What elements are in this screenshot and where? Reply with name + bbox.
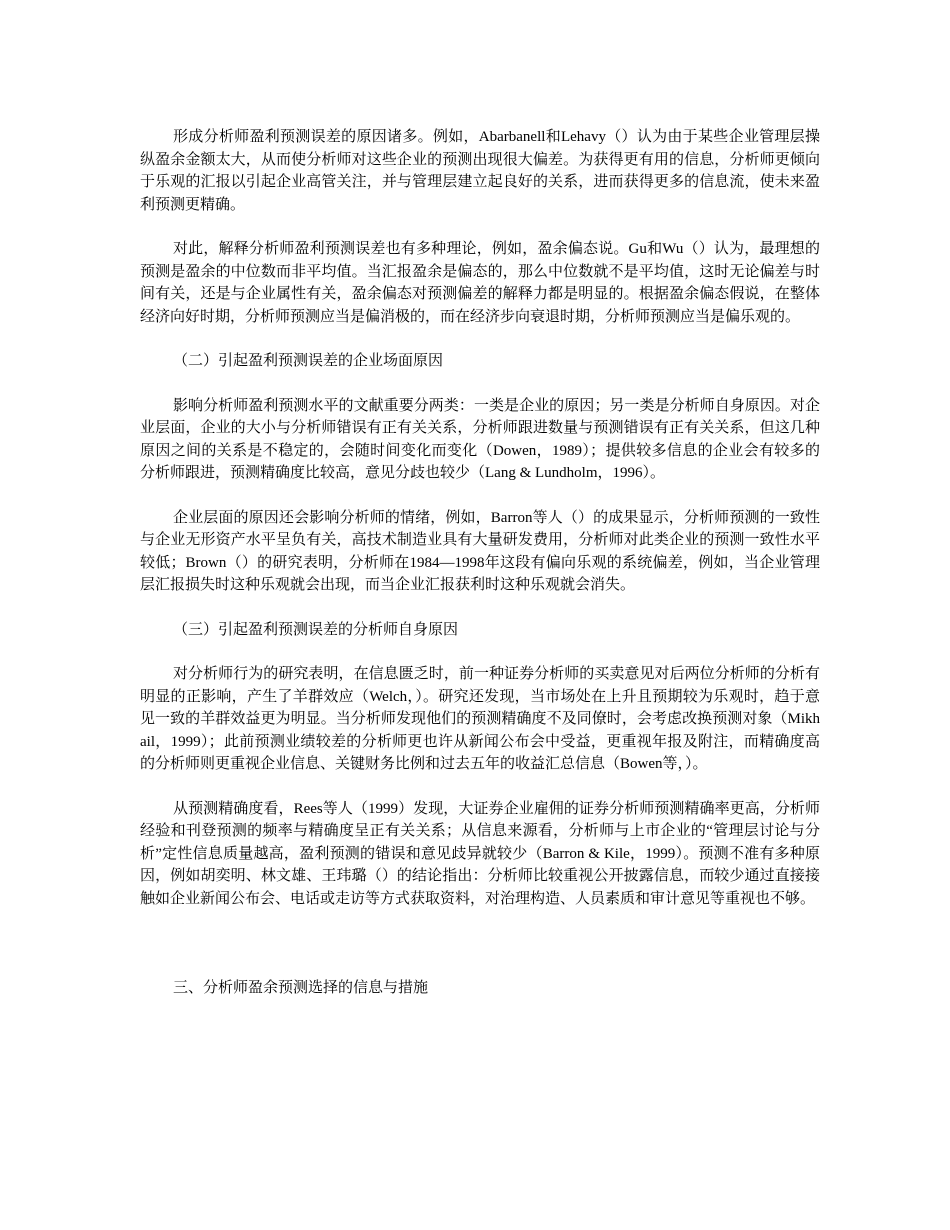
document-body bbox=[140, 126, 820, 1000]
section-gap bbox=[140, 910, 820, 977]
subheading-company-level-causes: （二）引起盈利预测误差的企业场面原因 bbox=[173, 353, 444, 369]
paragraph-gap bbox=[140, 597, 820, 619]
section-title-information-and-measures: 三、分析师盈余预测选择的信息与措施 bbox=[173, 980, 429, 996]
paragraph-forecast-accuracy: 从预测精确度看，Rees等人（1999）发现，大证券企业雇佣的证券分析师预测精确率更高，分析师经验和刊登预测的频率与精确度呈正有关关系；从信息来源看，分析师与上市企业的“管理层讨论与分析”定性信息质量越高，盈利预测的错误和意见歧异就较少（Barron & Kile，1999）。预测不准有多种原因，例如胡奕明、林文雄、王玮璐（）的结论指出：分析师比较重视公开披露信息，而较少通过直接接触如企业新闻公布会、电话或走访等方式获取资料，对治理构造、人员素质和审计意见等重视也不够。 bbox=[140, 800, 820, 907]
paragraph-gap bbox=[140, 485, 820, 507]
paragraph-gap bbox=[140, 776, 820, 798]
paragraph-earnings-skewness: 对此，解释分析师盈利预测误差也有多种理论，例如，盈余偏态说。Gu和Wu（）认为，最理想的预测是盈余的中位数而非平均值。当汇报盈余是偏态的，那么中位数就不是平均值，这时无论偏差与时间有关，还是与企业属性有关，盈余偏态对预测偏差的解释力都是明显的。根据盈余偏态假说，在整体经济向好时期，分析师预测应当是偏消极的，而在经济步向衰退时期，分析师预测应当是偏乐观的。 bbox=[140, 241, 820, 325]
paragraph-herding-behavior: 对分析师行为的研究表明，在信息匮乏时，前一种证券分析师的买卖意见对后两位分析师的分析有明显的正影响，产生了羊群效应（Welch，）。研究还发现，当市场处在上升且预期较为乐观时，趋于意见一致的羊群效益更为明显。当分析师发现他们的预测精确度不及同僚时，会考虑改换预测对象（Mikhail，1999）；此前预测业绩较差的分析师更也许从新闻公布会中受益，更重视年报及附注，而精确度高的分析师则更重视企业信息、关键财务比例和过去五年的收益汇总信息（Bowen等，）。 bbox=[140, 666, 820, 772]
paragraph-analyst-sentiment: 企业层面的原因还会影响分析师的情绪，例如，Barron等人（）的成果显示，分析师预测的一致性与企业无形资产水平呈负有关，高技术制造业具有大量研发费用，分析师对此类企业的预测一致性水平较低；Brown（）的研究表明，分析师在1984—1998年这段有偏向乐观的系统偏差，例如，当企业管理层汇报损失时这种乐观就会出现，而当企业汇报获利时这种乐观就会消失。 bbox=[140, 509, 820, 593]
subheading-analyst-own-causes: （三）引起盈利预测误差的分析师自身原因 bbox=[173, 621, 459, 638]
paragraph-literature-categories: 影响分析师盈利预测水平的文献重要分两类：一类是企业的原因；另一类是分析师自身原因。对企业层面，企业的大小与分析师错误有正有关关系，分析师跟进数量与预测错误有正有关关系，但这几种原因之间的关系是不稳定的，会随时间变化而变化（Dowen，1989）；提供较多信息的企业会有较多的分析师跟进，预测精确度比较高，意见分歧也较少（Lang & Lundholm，1996）。 bbox=[140, 397, 820, 481]
paragraph-earnings-forecast-causes: 形成分析师盈利预测误差的原因诸多。例如，Abarbanell和Lehavy（）认为由于某些企业管理层操纵盈余金额太大，从而使分析师对这些企业的预测出现很大偏差。为获得更有用的信息，分析师更倾向于乐观的汇报以引起企业高管关注，并与管理层建立起良好的关系，进而获得更多的信息流，使未来盈利预测更精确。 bbox=[140, 129, 820, 213]
paragraph-gap bbox=[140, 216, 820, 238]
paragraph-gap bbox=[140, 328, 820, 350]
paragraph-gap bbox=[140, 373, 820, 395]
paragraph-gap bbox=[140, 641, 820, 663]
